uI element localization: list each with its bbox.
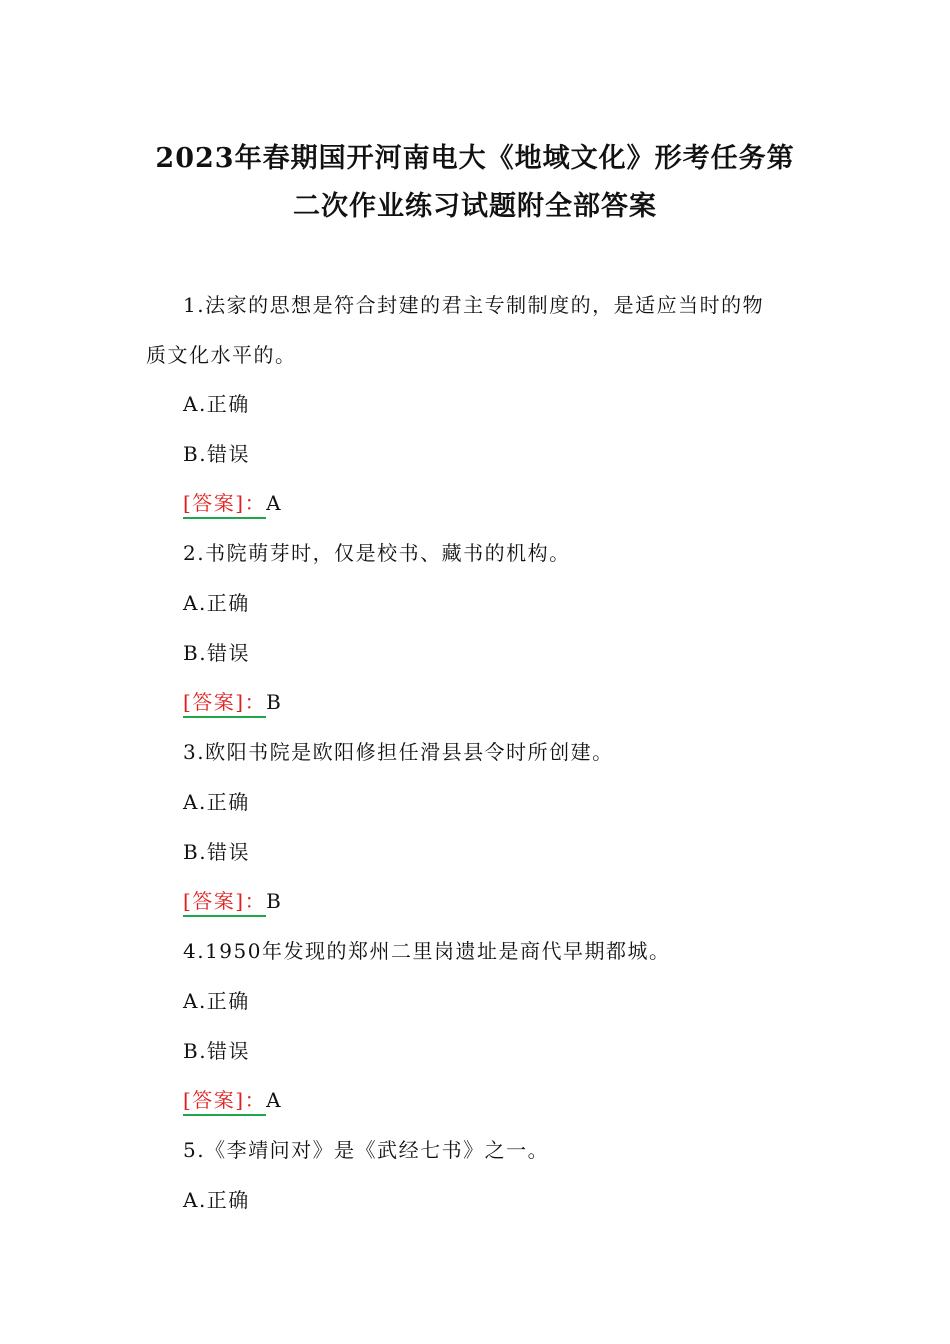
question-4-option-b: B.错误 (183, 1039, 251, 1063)
question-4-stem: 4.1950年发现的郑州二里岗遗址是商代早期都城。 (183, 939, 671, 963)
document-title-line-1: 2023年春期国开河南电大《地域文化》形考任务第 (155, 143, 795, 174)
answer-value: B (266, 690, 283, 714)
question-3-option-a: A.正确 (183, 790, 250, 814)
question-1-answer (183, 487, 282, 519)
question-4-option-a: A.正确 (183, 989, 250, 1013)
answer-marker: [答案]： (183, 487, 266, 519)
question-1-stem-continued: 质文化水平的。 (146, 343, 297, 367)
question-3-answer (183, 885, 282, 917)
question-2-option-b: B.错误 (183, 641, 251, 665)
question-2-option-a: A.正确 (183, 591, 250, 615)
question-4-answer (183, 1084, 282, 1116)
question-3-stem: 3.欧阳书院是欧阳修担任滑县县令时所创建。 (183, 740, 614, 764)
document-title-line-2: 二次作业练习试题附全部答案 (293, 191, 657, 222)
answer-marker: [答案]： (183, 885, 266, 917)
answer-marker: [答案]： (183, 686, 266, 718)
answer-value: A (266, 1088, 283, 1112)
answer-value: A (266, 491, 283, 515)
question-5-stem: 5.《李靖问对》是《武经七书》之一。 (183, 1138, 550, 1162)
question-1-stem: 1.法家的思想是符合封建的君主专制制度的，是适应当时的物 (183, 293, 765, 317)
question-3-option-b: B.错误 (183, 840, 251, 864)
question-2-answer (183, 686, 282, 718)
question-1-option-b: B.错误 (183, 442, 251, 466)
question-2-stem: 2.书院萌芽时，仅是校书、藏书的机构。 (183, 541, 571, 565)
question-1-option-a: A.正确 (183, 392, 250, 416)
answer-marker: [答案]： (183, 1084, 266, 1116)
question-5-option-a: A.正确 (183, 1188, 250, 1212)
answer-value: B (266, 889, 283, 913)
